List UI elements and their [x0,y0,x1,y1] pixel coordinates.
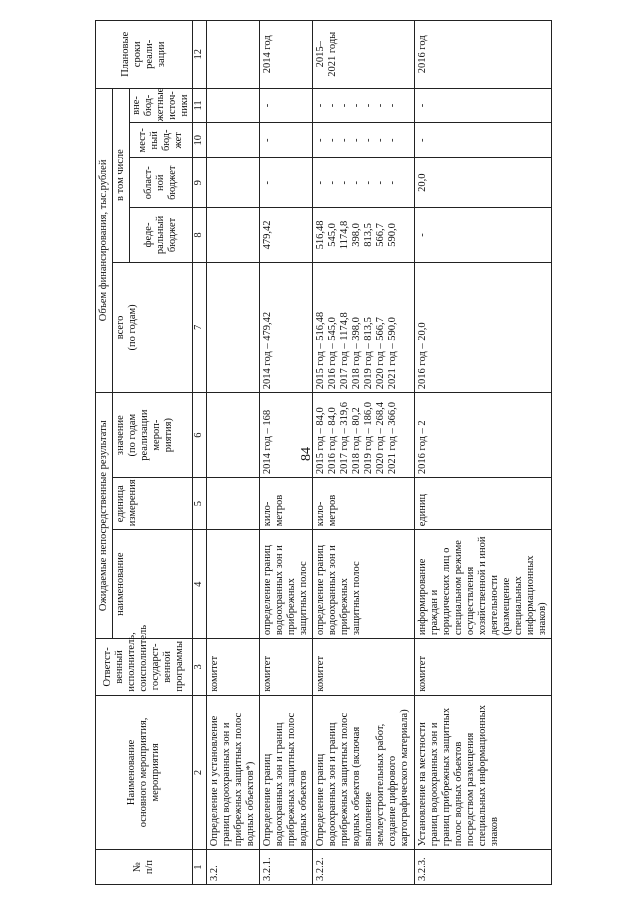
row-no: 3.2.3. [414,850,552,885]
table-row [206,21,259,885]
header-value: значение (по годам реализации мероп- риятия) [113,393,193,478]
row-terms: 2016 год [414,21,552,89]
row-regional: 20,0 [414,158,552,208]
table-row [313,21,415,885]
row-value [206,393,259,478]
row-responsible: комитет [313,639,415,696]
row-federal: - [414,208,552,262]
row-unit: единиц [414,478,552,530]
row-value: 2015 год – 84,0 2016 год – 84,0 2017 год – 319,6 2018 год – 80,2 2019 год – 186,0 2020 год – 268,4 2021 год – 366,0 [313,393,415,478]
table-row [259,21,312,885]
row-unit: кило- метров [259,478,312,530]
row-no: 3.2. [206,850,259,885]
row-responsible: комитет [259,639,312,696]
col-number: 11 [193,88,206,123]
col-number: 10 [193,123,206,158]
header-local: мест- ный бюд- жет [130,123,193,158]
row-terms: 2014 год [259,21,312,89]
col-number: 12 [193,21,206,89]
rotated-table-sheet [95,20,549,885]
row-name: Определение границ водоохранных зон и границ прибрежных защитных полос водных объектов (включая выполнение землеустроительных работ, создание цифрового картографического материала) [313,695,415,850]
row-name: Определение и установление границ водоохранных зон и прибрежных защитных полос водных объектов*) [206,695,259,850]
col-number: 1 [193,850,206,885]
col-number: 9 [193,158,206,208]
row-name: Определение границ водоохранных зон и границ прибрежных защитных полос водных объектов [259,695,312,850]
row-regional: - [259,158,312,208]
row-unit [206,478,259,530]
row-terms: 2015– 2021 годы [313,21,415,89]
row-total: 2016 год – 20,0 [414,262,552,393]
row-extrabudget: - [414,88,552,123]
row-responsible: комитет [206,639,259,696]
row-local: - - - - - - - [313,123,415,158]
header-responsible: Ответст- венный исполнитель, соисполнитель государст- венной программы [96,639,193,696]
header-results-group: Ожидаемые непосредственные результаты [96,393,113,639]
row-extrabudget: - - - - - - - [313,88,415,123]
row-responsible: комитет [414,639,552,696]
header-extrabudget: вне- бюд- жетные источ- ники [130,88,193,123]
row-no: 3.2.2. [313,850,415,885]
header-name: Наименование основного мероприятия, мероприятия [96,695,193,850]
header-including: в том числе [113,88,130,262]
header-result-name: наименование [113,530,193,639]
row-result-name: определение границ водоохранных зон и прибрежных защитных полос [259,530,312,639]
col-number: 8 [193,208,206,262]
header-total: всего (по годам) [113,262,193,393]
page-number: 84 [299,447,314,461]
row-local [206,123,259,158]
header-regional: област- ной бюджет [130,158,193,208]
header-federal: феде- ральный бюджет [130,208,193,262]
row-result-name: определение границ водоохранных зон и прибрежных защитных полос [313,530,415,639]
row-name: Установление на местности границ водоохранных зон и границ прибрежных защитных полос водных объектов посредством размещения специальных информационных знаков [414,695,552,850]
header-finance-group: Объем финансирования, тыс.рублей [96,88,113,393]
header-terms: Плановые сроки реали- зации [96,21,193,89]
header-no: № п/п [96,850,193,885]
col-number: 2 [193,695,206,850]
row-federal [206,208,259,262]
row-result-name: информирование граждан и юридических лиц о специальном режиме осуществления хозяйственной и иной деятельности (размещение специальных информационных знаков) [414,530,552,639]
row-extrabudget [206,88,259,123]
row-value: 2016 год – 2 [414,393,552,478]
program-table [95,20,552,885]
row-terms [206,21,259,89]
row-value: 2014 год – 168 [259,393,312,478]
col-number: 3 [193,639,206,696]
header-unit: единица измерения [113,478,193,530]
col-number: 4 [193,530,206,639]
row-federal: 479,42 [259,208,312,262]
row-total: 2014 год – 479,42 [259,262,312,393]
col-number: 7 [193,262,206,393]
row-result-name [206,530,259,639]
col-number: 5 [193,478,206,530]
row-total [206,262,259,393]
row-regional: - - - - - - - [313,158,415,208]
row-no: 3.2.1. [259,850,312,885]
row-local: - [414,123,552,158]
row-local: - [259,123,312,158]
row-regional [206,158,259,208]
row-extrabudget: - [259,88,312,123]
row-total: 2015 год – 516,48 2016 год – 545,0 2017 год – 1174,8 2018 год – 398,0 2019 год – 813,5 2020 год – 566,7 2021 год – 590,0 [313,262,415,393]
row-federal: 516,48 545,0 1174,8 398,0 813,5 566,7 590,0 [313,208,415,262]
row-unit: кило- метров [313,478,415,530]
col-number: 6 [193,393,206,478]
column-number-row [193,21,206,885]
table-row [414,21,552,885]
